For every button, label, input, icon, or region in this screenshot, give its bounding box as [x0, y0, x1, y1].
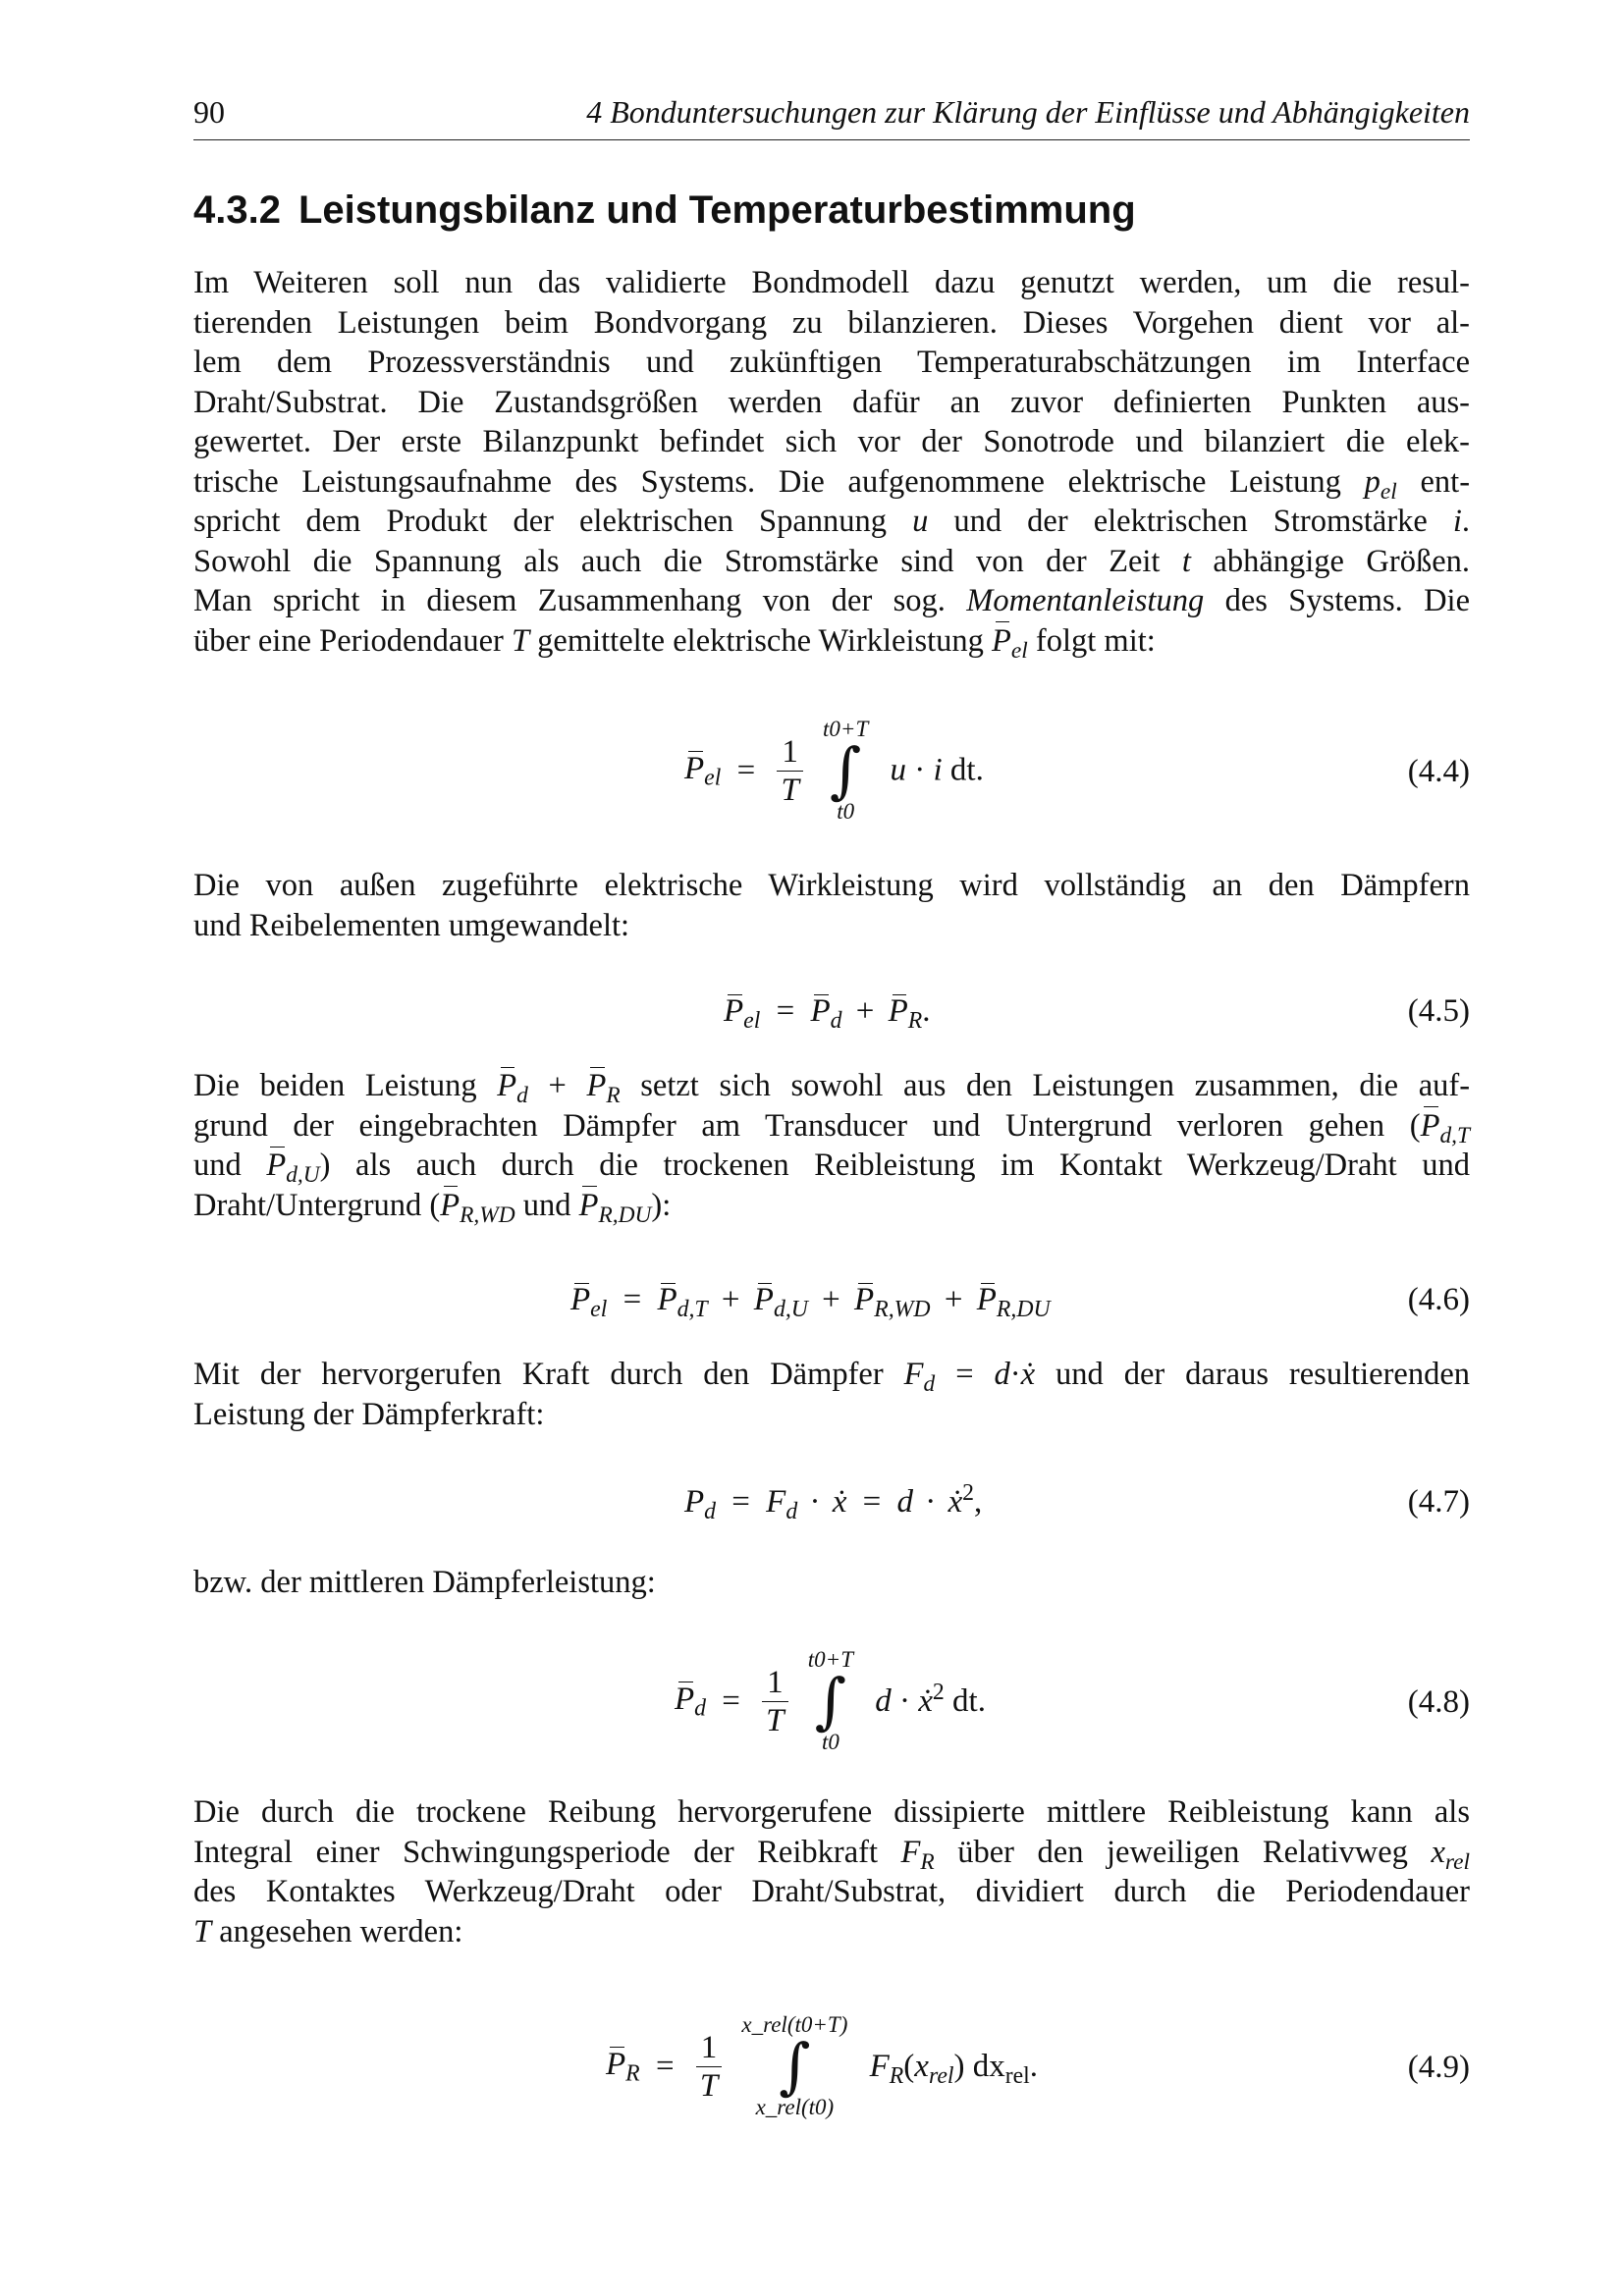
symbol-pbar: P — [579, 1186, 599, 1226]
paragraph-friction — [193, 1792, 1470, 1951]
text-span: Mit der hervorgerufen Kraft durch den Dämpfer — [193, 1357, 884, 1392]
paragraph-losses — [193, 1066, 1471, 1228]
text-line — [193, 1106, 1470, 1147]
text-line: Leistung der Dämpferkraft: — [193, 1396, 545, 1432]
equation-body: $P_d$ = $\frac{1}{T}$ t0+T ∫ t0 d · ẋ$^2$ dt. — [675, 1647, 986, 1754]
denominator: T — [762, 1701, 787, 1739]
text-line: Die durch die trockene Reibung hervorgerufene dissipierte mittlere Reibleistung kann als — [193, 1794, 1470, 1830]
operator: = — [722, 1682, 740, 1719]
subscript: d — [694, 1695, 707, 1722]
text-line: Draht/Substrat. Die Zustandsgrößen werden dafür an zuvor definierten Punkten aus- — [193, 384, 1470, 420]
integral-sign: ∫ — [779, 2030, 811, 2102]
paragraph-damper — [193, 1355, 1470, 1434]
text-line — [193, 621, 1470, 662]
symbol-pbar: P — [657, 1282, 677, 1317]
symbol-F: F — [900, 1834, 921, 1870]
text-span: Draht/Untergrund ( — [193, 1187, 441, 1223]
symbol-pbar: P — [854, 1282, 875, 1317]
running-header — [193, 94, 1470, 140]
operator: · — [914, 752, 926, 788]
subscript: d,T — [677, 1297, 708, 1323]
equation-number: (4.9) — [1407, 2050, 1470, 2085]
operator: = — [776, 993, 795, 1029]
text-span: Man spricht in diesem Zusammenhang von der sog. — [193, 583, 946, 618]
operator: · — [898, 1682, 910, 1719]
text-line — [193, 1186, 1470, 1226]
running-title: 4 Bonduntersuchungen zur Klärung der Einflüsse und Abhängigkeiten — [586, 94, 1470, 130]
paragraph-conversion — [193, 866, 1470, 945]
symbol-i: i — [933, 752, 943, 788]
text-line: gewertet. Der erste Bilanzpunkt befindet sich vor der Sonotrode und bilanziert die elek- — [193, 424, 1470, 459]
subscript: d — [785, 1499, 798, 1525]
integral-sign: ∫ — [814, 1665, 847, 1736]
text-span: grund der eingebrachten Dämpfer am Transducer und Untergrund verloren gehen ( — [193, 1107, 1421, 1144]
superscript: 2 — [962, 1480, 975, 1507]
text-span: folgt mit: — [1035, 622, 1156, 659]
subscript: el — [590, 1297, 608, 1323]
text-span: und der daraus resultierenden — [1055, 1357, 1471, 1392]
integral — [741, 2012, 847, 2120]
symbol-d: d — [875, 1682, 892, 1719]
subscript: d — [516, 1083, 528, 1109]
symbol-pbar: P — [753, 1282, 774, 1317]
text-line: spricht dem Produkt der elektrischen Spannung u und der elektrischen Stromstärke i. — [193, 504, 1471, 539]
upper-limit: x_rel(t0+T) — [741, 2012, 848, 2037]
symbol-u: u — [890, 752, 906, 788]
subscript: d — [830, 1008, 842, 1035]
symbol-x: x — [914, 2048, 929, 2084]
symbol-P: P — [684, 1484, 705, 1520]
text-span: setzt sich sowohl aus den Leistungen zusammen, die auf- — [640, 1068, 1471, 1103]
subscript: R,DU — [598, 1201, 652, 1228]
symbol-pbar: P — [976, 1282, 997, 1317]
emphasis: Momentanleistung — [966, 583, 1205, 618]
subscript: d,U — [286, 1162, 320, 1189]
paragraph-intro — [193, 263, 1471, 664]
text-line — [193, 1912, 1470, 1952]
text-line: Die von außen zugeführte elektrische Wirkleistung wird vollständig an den Dämpfern — [193, 868, 1470, 903]
symbol-pbar: P — [684, 750, 705, 786]
text-span: ent- — [1420, 463, 1471, 500]
symbol-F: F — [903, 1357, 924, 1392]
text-span: über eine Periodendauer — [193, 622, 504, 659]
text-line: lem dem Prozessverständnis und zukünftigen Temperaturabschätzungen im Interface — [193, 345, 1470, 380]
paragraph-mean-damper — [193, 1563, 1470, 1603]
lower-limit: t0 — [821, 1730, 839, 1754]
text-span: gemittelte elektrische Wirkleistung — [537, 622, 984, 659]
symbol-pbar: P — [586, 1066, 606, 1106]
subscript: rel — [1004, 2062, 1030, 2089]
symbol-pbar: P — [724, 993, 744, 1029]
text-line — [193, 542, 1470, 582]
integral — [808, 1647, 853, 1755]
symbol-pbar: P — [497, 1066, 516, 1106]
text-span: Integral einer Schwingungsperiode der Reibkraft — [193, 1834, 878, 1870]
text-span: trische Leistungsaufnahme des Systems. Die aufgenommene elektrische Leistung — [193, 463, 1341, 500]
upper-limit: t0+T — [823, 717, 869, 741]
subscript: d,T — [1439, 1122, 1470, 1148]
text-span: ) als auch durch die trockenen Reibleistung im Kontakt Werkzeug/Draht und — [319, 1148, 1471, 1183]
page-number: 90 — [193, 94, 225, 130]
equation-4-5 — [193, 993, 1470, 1042]
symbol-pbar: P — [675, 1681, 695, 1717]
text-span: ): — [651, 1187, 672, 1223]
text-span: Die beiden Leistung — [193, 1068, 477, 1103]
symbol-d: d — [994, 1357, 1010, 1392]
operator: · — [809, 1484, 821, 1520]
text-line: Im Weiteren soll nun das validierte Bondmodell dazu genutzt werden, um die resul- — [193, 265, 1470, 300]
symbol-i: i — [1452, 504, 1462, 539]
operator: = — [736, 752, 756, 788]
fraction — [696, 2029, 722, 2105]
subscript: rel — [1444, 1848, 1471, 1875]
equation-4-8 — [193, 1637, 1470, 1785]
fraction — [762, 1664, 787, 1739]
equation-number: (4.5) — [1407, 993, 1470, 1029]
subscript: R — [625, 2060, 640, 2087]
symbol-xdot: ẋ — [1020, 1357, 1036, 1392]
subscript: d — [704, 1499, 717, 1525]
symbol-p: p — [1364, 463, 1380, 500]
differential: dt — [949, 752, 976, 788]
symbol-pbar: P — [888, 993, 908, 1029]
equation-4-7 — [193, 1480, 1470, 1533]
subscript: rel — [928, 2062, 954, 2089]
operator: = — [731, 1484, 750, 1520]
subscript: el — [1010, 637, 1028, 664]
operator: + — [721, 1282, 740, 1317]
text-span: des Systems. Die — [1224, 583, 1471, 618]
symbol-xdot: ẋ — [832, 1484, 847, 1520]
denominator: T — [777, 771, 802, 809]
lower-limit: x_rel(t0) — [755, 2095, 835, 2119]
text-span: und — [193, 1148, 242, 1183]
section-heading — [193, 188, 1136, 233]
equation-4-4 — [193, 707, 1470, 854]
symbol-xdot: ẋ — [918, 1682, 933, 1719]
subscript: R,WD — [460, 1201, 515, 1228]
symbol-pbar: P — [606, 2046, 626, 2082]
subscript: R — [889, 2062, 904, 2089]
differential: dx — [972, 2048, 1005, 2084]
symbol-T: T — [193, 1913, 212, 1949]
equation-body — [570, 1282, 1051, 1323]
operator: + — [944, 1282, 963, 1317]
text-span: abhängige Größen. — [1213, 543, 1471, 579]
lower-limit: t0 — [837, 799, 855, 824]
fraction — [777, 733, 802, 809]
text-span: spricht dem Produkt der elektrischen Spannung — [193, 504, 888, 539]
text-line — [193, 581, 1470, 621]
text-span: und — [522, 1187, 571, 1223]
symbol-pbar: P — [1421, 1106, 1440, 1147]
equation-number: (4.8) — [1407, 1684, 1470, 1720]
symbol-pbar: P — [440, 1186, 460, 1226]
symbol-pbar: P — [810, 993, 831, 1029]
superscript: 2 — [932, 1679, 945, 1705]
equation-number: (4.7) — [1407, 1484, 1470, 1520]
symbol-pbar: P — [570, 1282, 591, 1317]
symbol-pbar: P — [266, 1146, 286, 1186]
symbol-F: F — [766, 1484, 786, 1520]
symbol-d: d — [896, 1484, 913, 1520]
text-line — [193, 1066, 1471, 1109]
subscript: R,DU — [996, 1297, 1051, 1323]
numerator: 1 — [782, 733, 798, 770]
numerator: 1 — [700, 2029, 718, 2065]
integral — [823, 717, 868, 825]
subscript: d,U — [773, 1297, 808, 1323]
operator: = — [862, 1484, 882, 1520]
subscript: R — [907, 1008, 923, 1035]
subscript: d — [923, 1371, 936, 1398]
symbol-x: x — [1431, 1834, 1445, 1870]
symbol-t: t — [1181, 543, 1191, 579]
subscript: R,WD — [874, 1297, 931, 1323]
symbol-u: u — [912, 504, 929, 539]
text-line: und Reibelementen umgewandelt: — [193, 907, 630, 943]
subscript: R — [920, 1848, 935, 1875]
text-span: und der elektrischen Stromstärke — [953, 504, 1428, 539]
equation-number: (4.6) — [1407, 1282, 1470, 1317]
equation-body: $P_{el} = P_d + P_R$. — [724, 993, 931, 1035]
operator: + — [548, 1068, 567, 1103]
subscript: el — [743, 1008, 761, 1035]
operator: + — [855, 993, 875, 1029]
symbol-xdot: ẋ — [947, 1484, 963, 1520]
operator: = — [655, 2048, 675, 2084]
text-line — [193, 462, 1470, 503]
text-line — [193, 1355, 1471, 1398]
text-line: bzw. der mittleren Dämpferleistung: — [193, 1565, 656, 1600]
text-span: angesehen werden: — [219, 1913, 463, 1949]
operator: · — [925, 1484, 937, 1520]
equation-4-6 — [193, 1282, 1470, 1331]
section-number: 4.3.2 — [193, 188, 281, 232]
operator: · — [1009, 1357, 1021, 1392]
numerator: 1 — [767, 1664, 784, 1700]
text-span: Sowohl die Spannung als auch die Stromstärke sind von der Zeit — [193, 543, 1161, 579]
equation-4-9 — [193, 2004, 1470, 2152]
operator: + — [822, 1282, 840, 1317]
subscript: el — [704, 765, 722, 791]
equation-body: $P_R$ = $\frac{1}{T}$ x_rel(t0+T) ∫ x_rel(t0) $F_R(x_{rel})$ $dx_{rel}$. — [606, 2012, 1039, 2119]
text-span: über den jeweiligen Relativweg — [957, 1834, 1408, 1870]
operator: = — [623, 1282, 642, 1317]
upper-limit: t0+T — [807, 1647, 853, 1672]
differential: dt — [952, 1682, 978, 1719]
equation-body: $P_{el}$ = $\frac{1}{T}$ t0+T ∫ t0 u · i dt. — [684, 717, 984, 824]
section-title: Leistungsbilanz und Temperaturbestimmung — [298, 188, 1136, 232]
operator: = — [955, 1357, 974, 1392]
symbol-pbar: P — [992, 621, 1011, 662]
text-line — [193, 1146, 1471, 1189]
subscript: R — [606, 1083, 621, 1109]
text-line: des Kontaktes Werkzeug/Draht oder Draht/Substrat, dividiert durch die Periodendauer — [193, 1874, 1470, 1909]
symbol-T: T — [511, 622, 530, 659]
text-line: tierenden Leistungen beim Bondvorgang zu bilanzieren. Dieses Vorgehen dient vor al- — [193, 304, 1470, 341]
equation-body: $P_d = F_d$ · ẋ = d · ẋ$^2$, — [684, 1480, 983, 1525]
text-line — [193, 1833, 1470, 1873]
equation-number: (4.4) — [1407, 754, 1470, 789]
symbol-F: F — [869, 2048, 890, 2084]
integral-sign: ∫ — [829, 734, 862, 806]
subscript: el — [1380, 478, 1397, 505]
denominator: T — [696, 2066, 722, 2105]
